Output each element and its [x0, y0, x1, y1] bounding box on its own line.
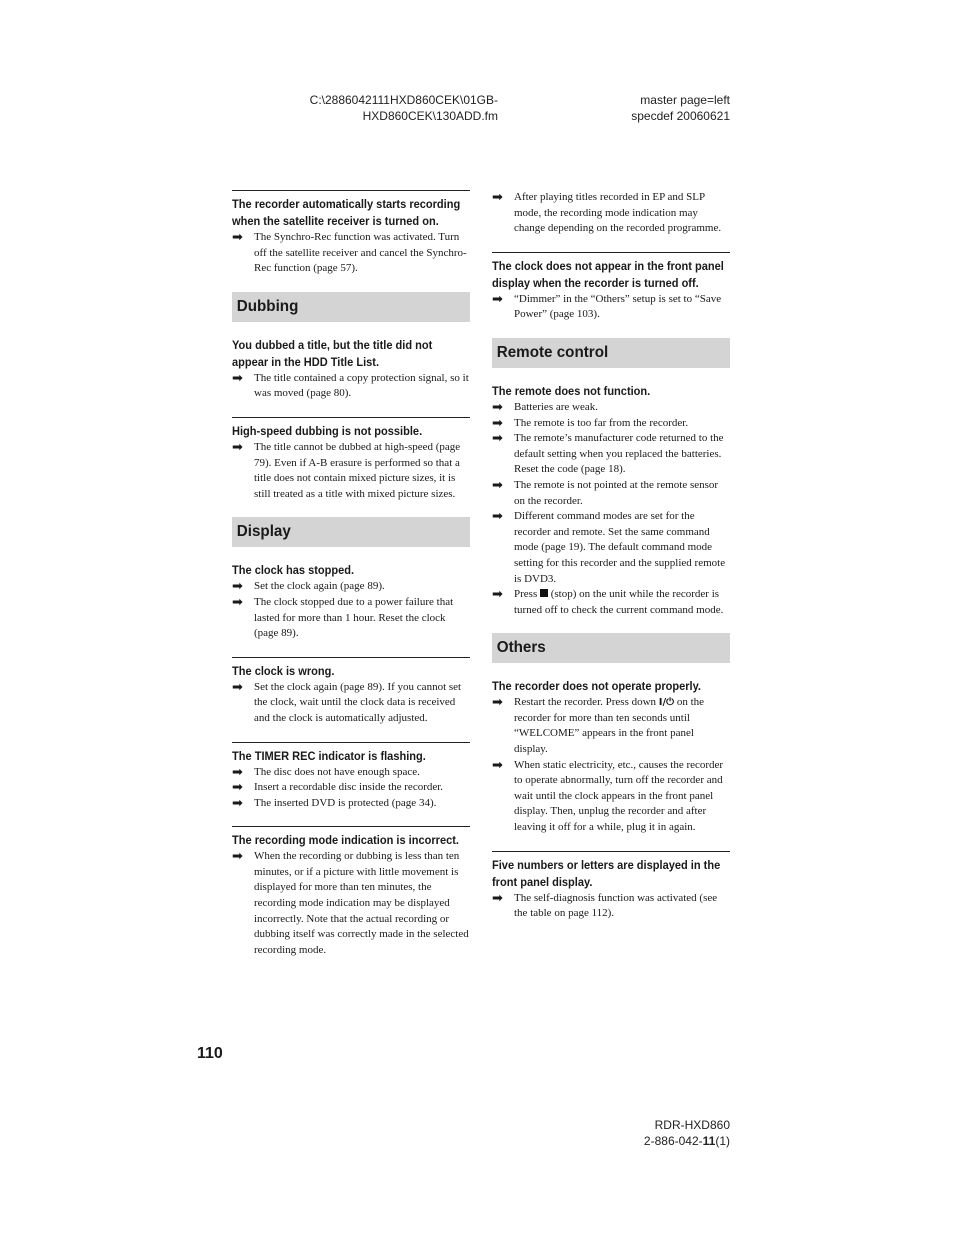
section-heading-others: Others [492, 633, 730, 663]
arrow-right-icon: ➡ [232, 679, 243, 695]
section-heading-remote-control: Remote control [492, 338, 730, 368]
arrow-right-icon: ➡ [232, 849, 243, 865]
topic-remote [492, 383, 730, 618]
header-file-path [280, 92, 498, 124]
stop-square-icon [540, 589, 548, 597]
answer-item: ➡ Insert a recordable disc inside the recorder. [232, 780, 444, 796]
topic-question: The recording mode indication is incorrect. [232, 833, 459, 848]
topic-clock-stopped [232, 562, 470, 641]
answer-item: ➡ Set the clock again (page 89). If you cannot set the clock, wait until the clock data is received and the clock is automatically adjusted. [232, 679, 462, 724]
answer-item: ➡ The remote is not pointed at the remote sensor on the recorder. [492, 477, 719, 507]
topic-timer-rec [232, 742, 470, 812]
topic-dub-title [232, 337, 470, 402]
arrow-right-icon: ➡ [232, 795, 243, 811]
answer-item: ➡ Batteries are weak. [492, 399, 598, 415]
topic-recording-mode-continued [492, 190, 730, 237]
topic-question: The clock is wrong. [232, 663, 335, 678]
header-master-line2: specdef 20060621 [631, 109, 730, 123]
topic-question: The remote does not function. [492, 383, 651, 398]
power-icon: I/⏻ [658, 697, 675, 709]
topic-question: The recorder automatically starts recording when the satellite receiver is turned on. [232, 197, 461, 228]
arrow-right-icon: ➡ [492, 190, 503, 205]
answer-item: ➡ Set the clock again (page 89). [232, 579, 385, 595]
answer-item: ➡ The remote is too far from the recorder. [492, 415, 689, 431]
arrow-right-icon: ➡ [232, 579, 243, 595]
arrow-right-icon: ➡ [492, 757, 503, 773]
section-heading-display: Display [232, 517, 470, 547]
arrow-right-icon: ➡ [492, 477, 503, 493]
page-number: 110 [197, 1045, 223, 1062]
arrow-right-icon: ➡ [232, 764, 243, 780]
arrow-right-icon: ➡ [492, 587, 503, 603]
footer-code: 2-886-042-11(1) [643, 1134, 730, 1148]
topic-question: High-speed dubbing is not possible. [232, 423, 423, 438]
arrow-right-icon: ➡ [232, 780, 243, 796]
arrow-right-icon: ➡ [492, 509, 503, 525]
answer-item: ➡ Different command modes are set for the recorder and remote. Set the same command mode (page 19). The default command mode setting for this recorder and the supplied remote is DVD3. [492, 509, 726, 585]
arrow-right-icon: ➡ [232, 594, 243, 610]
arrow-right-icon: ➡ [492, 695, 503, 711]
topic-question: The clock has stopped. [232, 563, 355, 578]
answer-item: ➡ When static electricity, etc., causes the recorder to operate abnormally, turn off the recorder and wait until the clock appears in the front panel display. Then, unplug the recorder and after leaving it off for a while, plug it in again. [492, 757, 724, 834]
topic-recording-mode [232, 826, 470, 958]
answer-item: ➡ Restart the recorder. Press down I/⏻ on the recorder for more than ten seconds until “WELCOME” appears in the front panel display. [492, 695, 705, 756]
answer-item: ➡ The Synchro-Rec function was activated. Turn off the satellite receiver and cancel the Synchro-Rec function (page 57). [232, 230, 467, 275]
topic-question: The recorder does not operate properly. [492, 679, 701, 694]
answer-item: ➡ “Dimmer” in the “Others” setup is set to “Save Power” (page 103). [492, 291, 722, 321]
answer-item: ➡ Press (stop) on the unit while the recorder is turned off to check the current command mode. [492, 587, 724, 616]
arrow-right-icon: ➡ [232, 439, 243, 455]
answer-item: ➡ The title cannot be dubbed at high-speed (page 79). Even if A-B erasure is performed so that a title does not contain mixed picture sizes, it is still treated as a title with mixed picture sizes. [232, 439, 461, 500]
header-master-page [600, 92, 730, 124]
arrow-right-icon: ➡ [492, 291, 503, 307]
answer-item: ➡ The clock stopped due to a power failure that lasted for more than 1 hour. Reset the clock (page 89). [232, 594, 454, 640]
answer-item: ➡ The inserted DVD is protected (page 34). [232, 795, 437, 811]
answer-item: ➡ The remote’s manufacturer code returned to the default setting when you replaced the batteries. Reset the code (page 18). [492, 431, 724, 476]
answer-item: ➡ The title contained a copy protection signal, so it was moved (page 80). [232, 370, 469, 400]
topic-question: You dubbed a title, but the title did not appear in the HDD Title List. [232, 337, 433, 369]
answer-item: ➡ When the recording or dubbing is less than ten minutes, or if a picture with little movement is displayed for more than ten minutes, the recording mode indication may be displayed incorrectly. Note that the actual recording or dubbing itself was correctly made in the selected recording mode. [232, 849, 469, 956]
topic-question: Five numbers or letters are displayed in the front panel display. [492, 857, 721, 889]
topic-clock-off [492, 252, 730, 323]
footer-model-code [560, 1117, 730, 1149]
arrow-right-icon: ➡ [492, 431, 503, 447]
arrow-right-icon: ➡ [232, 230, 243, 245]
answer-item: ➡ The disc does not have enough space. [232, 764, 420, 780]
arrow-right-icon: ➡ [492, 890, 503, 906]
header-path-line2: HXD860CEK\130ADD.fm [362, 109, 498, 123]
topic-question: The TIMER REC indicator is flashing. [232, 748, 426, 763]
topic-operate [492, 678, 730, 835]
topic-satellite [232, 190, 470, 277]
left-column [232, 190, 470, 973]
right-column [492, 190, 730, 937]
answer-item: ➡ After playing titles recorded in EP and SLP mode, the recording mode indication may change depending on the recorded programme. [492, 190, 722, 235]
topic-clock-wrong [232, 657, 470, 727]
header-path-line1: C:\2886042111HXD860CEK\01GB- [309, 93, 498, 107]
topic-question: The clock does not appear in the front panel display when the recorder is turned off. [492, 258, 724, 290]
footer-model: RDR-HXD860 [654, 1118, 730, 1132]
topic-highspeed [232, 417, 470, 502]
answer-item: ➡ The self-diagnosis function was activated (see the table on page 112). [492, 890, 718, 920]
section-heading-dubbing: Dubbing [232, 292, 470, 322]
arrow-right-icon: ➡ [492, 415, 503, 431]
arrow-right-icon: ➡ [232, 370, 243, 386]
header-master-line1: master page=left [640, 93, 730, 107]
arrow-right-icon: ➡ [492, 399, 503, 415]
topic-five-numbers [492, 851, 730, 922]
